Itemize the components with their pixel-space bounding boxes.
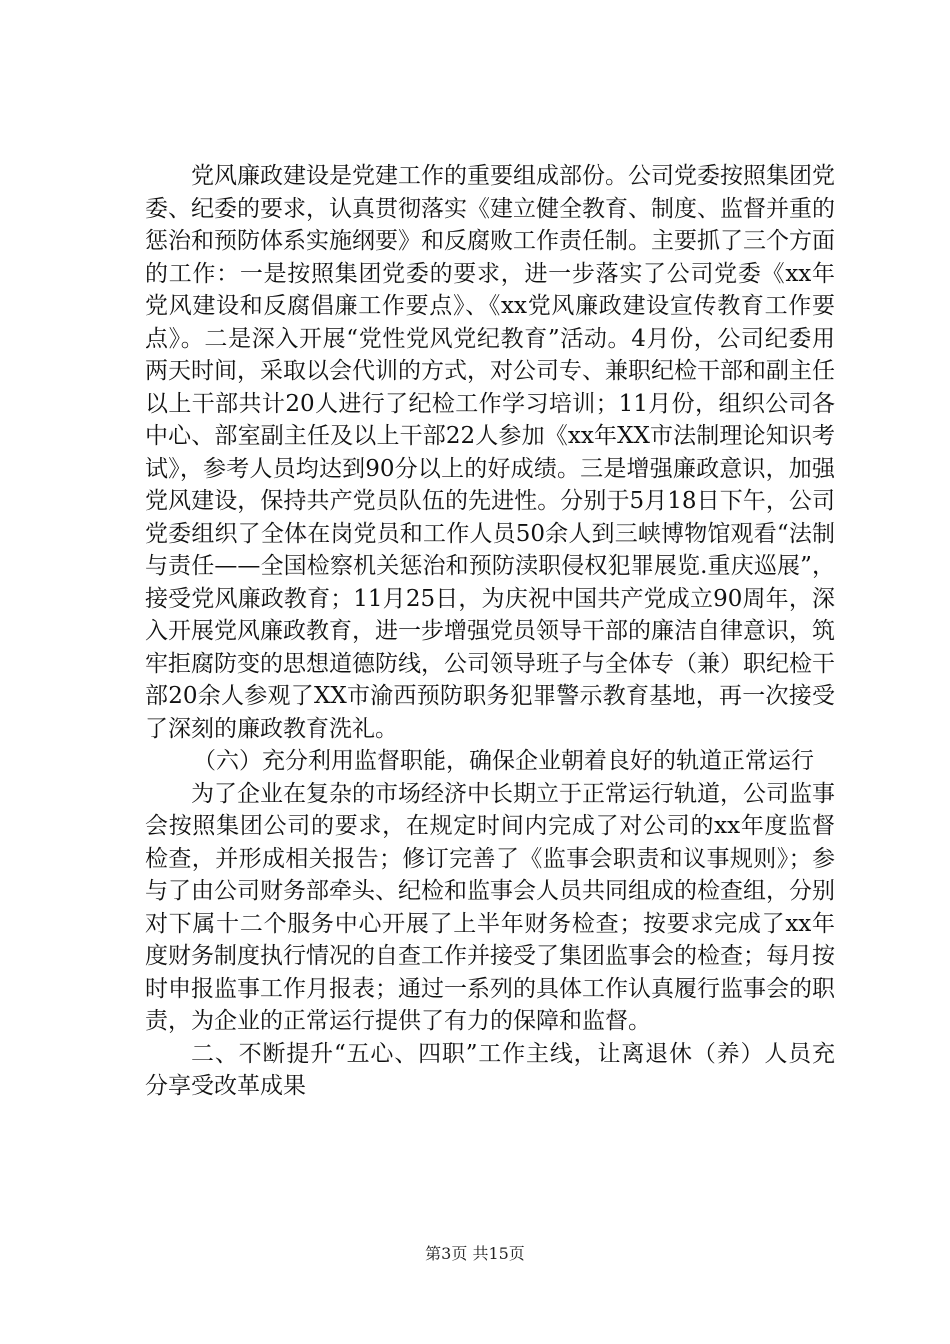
paragraph-party-integrity: 党风廉政建设是党建工作的重要组成部份。公司党委按照集团党委、纪委的要求，认真贯彻落实《建立健全教育、制度、监督并重的惩治和预防体系实施纲要》和反腐败工作责任制。主要抓了三个方面的工作：一是按照集团党委的要求，进一步落实了公司党委《xx年党风建设和反腐倡廉工作要点》、《xx党风廉政建设宣传教育工作要点》。二是深入开展“党性党风党纪教育”活动。4月份，公司纪委用两天时间，采取以会代训的方式，对公司专、兼职纪检干部和副主任以上干部共计20人进行了纪检工作学习培训；11月份，组织公司各中心、部室副主任及以上干部22人参加《xx年XX市法制理论知识考试》，参考人员均达到90分以上的好成绩。三是增强廉政意识，加强党风建设，保持共产党员队伍的先进性。分别于5月18日下午，公司党委组织了全体在岗党员和工作人员50余人到三峡博物馆观看“法制与责任——全国检察机关惩治和预防渎职侵权犯罪展览.重庆巡展”，接受党风廉政教育；11月25日，为庆祝中国共产党成立90周年，深入开展党风廉政教育，进一步增强党员领导干部的廉洁自律意识，筑牢拒腐防变的思想道德防线，公司领导班子与全体专（兼）职纪检干部20余人参观了XX市渝西预防职务犯罪警示教育基地，再一次接受了深刻的廉政教育洗礼。 bbox=[145, 163, 835, 742]
paragraph-supervisory-board: 为了企业在复杂的市场经济中长期立于正常运行轨道，公司监事会按照集团公司的要求，在规定时间内完成了对公司的xx年度监督检查，并形成相关报告；修订完善了《监事会职责和议事规则》；参与了由公司财务部牵头、纪检和监事会人员共同组成的检查组，分别对下属十二个服务中心开展了上半年财务检查；按要求完成了xx年度财务制度执行情况的自查工作并接受了集团监事会的检查；每月按时申报监事工作月报表；通过一系列的具体工作认真履行监事会的职责，为企业的正常运行提供了有力的保障和监督。 bbox=[145, 780, 835, 1034]
page-footer: 第3页 共15页 bbox=[425, 1244, 525, 1263]
document-body bbox=[145, 160, 835, 1103]
section-heading-retirees: 二、不断提升“五心、四职”工作主线，让离退休（养）人员充分享受改革成果 bbox=[145, 1040, 835, 1099]
section-heading-supervision: （六）充分利用监督职能，确保企业朝着良好的轨道正常运行 bbox=[193, 748, 814, 774]
